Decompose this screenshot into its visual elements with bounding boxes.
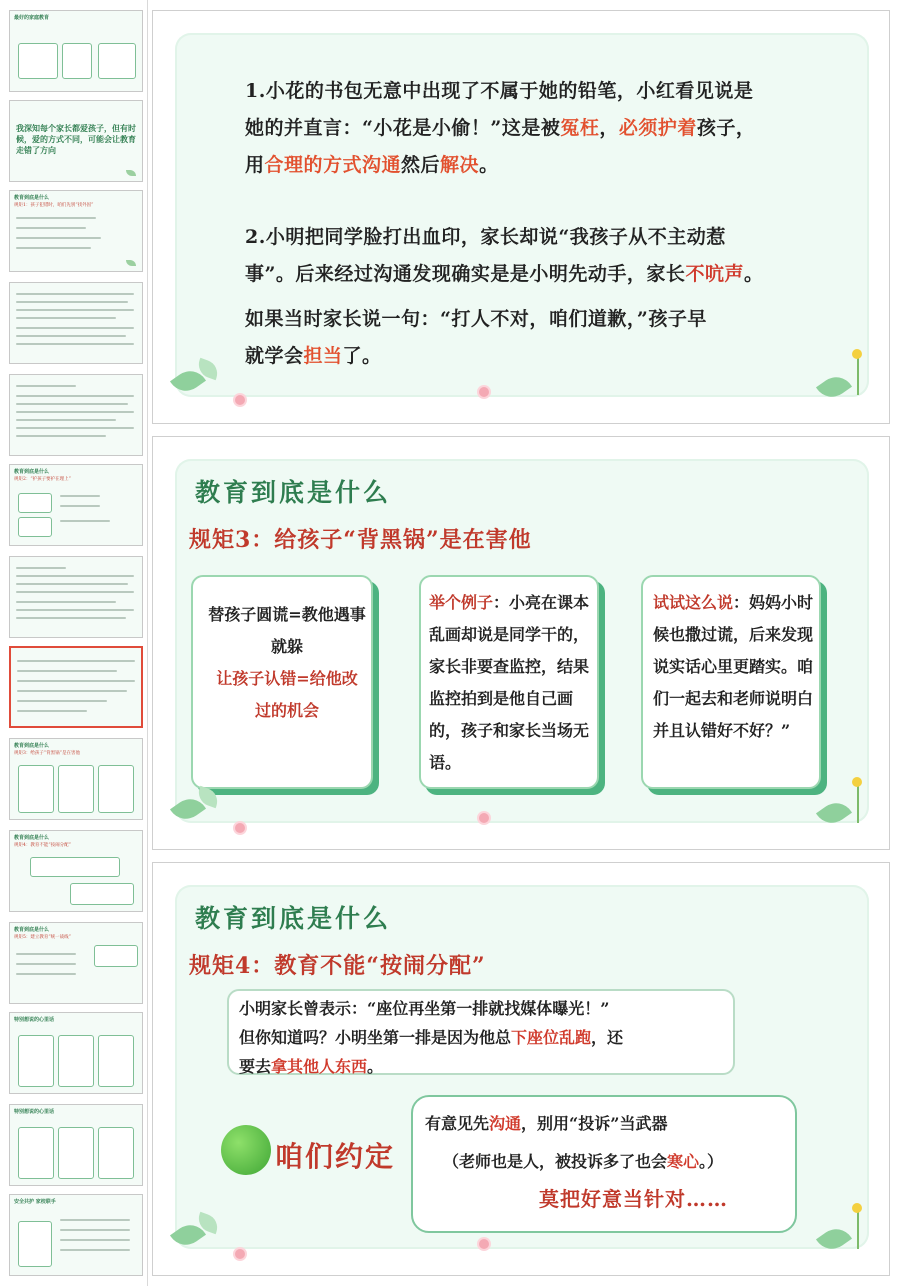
thumbnail-title: 教育到底是什么 [14, 835, 50, 841]
slide-thumbnail-11[interactable] [9, 922, 143, 1004]
slide-thumbnail-12[interactable] [9, 1012, 143, 1094]
highlight-solve: 解决 [440, 154, 480, 176]
story-bubble: 小明家长曾表示：“座位再坐第一排就找媒体曝光！” 但你知道吗？小明坐第一排是因为他总下座位乱跑，还 要去拿其他人东西。 [227, 989, 735, 1075]
flower-icon [235, 395, 245, 405]
rule-title: 规矩4：教育不能“按闹分配” [189, 953, 486, 979]
highlight-must-protect: 必须护着 [618, 117, 697, 139]
thumbnail-subtitle: 规矩2：“护孩子要护在理上” [14, 477, 71, 482]
slide-thumbnail-10[interactable] [9, 830, 143, 912]
thumbnail-title: 教育到底是什么 [14, 469, 50, 475]
thumbnail-title: 特别想说的心里话 [14, 1017, 55, 1023]
rule-title: 规矩3：给孩子“背黑锅”是在害他 [189, 527, 532, 553]
highlight-silent: 不吭声 [685, 263, 744, 285]
plant-icon [857, 1209, 859, 1249]
flower-icon [479, 1239, 489, 1249]
slide-thumbnail-6[interactable] [9, 464, 143, 546]
slide-heading: 教育到底是什么 [195, 904, 392, 933]
thumbnail-title: 教育到底是什么 [14, 743, 50, 749]
green-dot-icon [221, 1125, 271, 1175]
slide-thumbnail-7[interactable] [9, 556, 143, 638]
highlight-reasonable-way: 合理的方式沟通 [264, 154, 402, 176]
flower-icon [479, 387, 489, 397]
slide-thumbnail-9[interactable] [9, 738, 143, 820]
slide-1[interactable] [152, 10, 890, 424]
thumbnail-subtitle: 规矩5：建立教育“统一战线” [14, 935, 71, 940]
thumbnail-title: 最好的家庭教育 [14, 15, 50, 21]
slide-thumbnail-panel [0, 0, 148, 1286]
flower-icon [479, 813, 489, 823]
highlight-wronged: 冤枉 [560, 117, 600, 139]
thumbnail-subtitle: 规矩3：给孩子“背黑锅”是在害他 [14, 751, 80, 756]
paragraph-3: 如果当时家长说一句：“打人不对，咱们道歉，”孩子早 就学会担当了。 [245, 308, 707, 367]
slide-thumbnail-8-selected[interactable] [9, 646, 143, 728]
flower-bud-icon [852, 349, 862, 359]
slide-thumbnail-3[interactable] [9, 190, 143, 272]
highlight-responsibility: 担当 [303, 345, 343, 367]
promise-bubble: 有意见先沟通，别用“投诉”当武器 （老师也是人，被投诉多了也会寒心。） 莫把好意当针对…… [411, 1095, 797, 1233]
slide-3[interactable] [152, 862, 890, 1276]
thumbnail-text: 我深知每个家长都爱孩子，但有时候，爱的方式不同，可能会让教育走错了方向 [16, 123, 136, 155]
slide-thumbnail-2[interactable] [9, 100, 143, 182]
plant-icon [857, 783, 859, 823]
slide-thumbnail-13[interactable] [9, 1104, 143, 1186]
flower-bud-icon [852, 777, 862, 787]
promise-title: 咱们约定 [275, 1140, 396, 1173]
slide-thumbnail-1[interactable] [9, 10, 143, 92]
paragraph-1: 1.小花的书包无意中出现了不属于她的铅笔，小红看见说是 她的并直言：“小花是小偷！”这是被冤枉，必须护着孩子， 用合理的方式沟通然后解决。 [245, 80, 756, 176]
thumbnail-title: 安全共护 家校联手 [14, 1199, 56, 1205]
thumbnail-subtitle: 规矩1：孩子犯错时，咱们先别“找外因” [14, 203, 94, 208]
try-saying-label: 试试这么说 [653, 593, 734, 612]
plant-icon [857, 355, 859, 395]
slide-thumbnail-5[interactable] [9, 374, 143, 456]
slide-thumbnail-14[interactable] [9, 1194, 143, 1276]
thumbnail-title: 教育到底是什么 [14, 927, 50, 933]
final-slogan: 莫把好意当针对…… [539, 1187, 728, 1211]
card-example: 举个例子：小亮在课本乱画却说是同学干的，家长非要查监控，结果监控拍到是他自己画的，孩子和家长当场无语。 [419, 575, 599, 789]
slide-2[interactable] [152, 436, 890, 850]
flower-icon [235, 823, 245, 833]
flower-icon [235, 1249, 245, 1259]
thumbnail-title: 教育到底是什么 [14, 195, 50, 201]
card-summary: 替孩子圆谎=教他遇事 就躲 让孩子认错=给他改 过的机会 [191, 575, 373, 789]
thumbnail-subtitle: 规矩4：教育不能“按闹分配” [14, 843, 71, 848]
flower-bud-icon [852, 1203, 862, 1213]
paragraph-2: 2.小明把同学脸打出血印，家长却说“我孩子从不主动惹 事”。后来经过沟通发现确实是是小明先动手，家长不吭声。 [245, 226, 764, 285]
slide-heading: 教育到底是什么 [195, 478, 392, 507]
card-try-saying: 试试这么说：妈妈小时候也撒过谎，后来发现说实话心里更踏实。咱们一起去和老师说明白并且认错好不好？” [641, 575, 821, 789]
thumbnail-title: 特别想说的心里话 [14, 1109, 55, 1115]
example-label: 举个例子 [429, 593, 494, 612]
slide-thumbnail-4[interactable] [9, 282, 143, 364]
